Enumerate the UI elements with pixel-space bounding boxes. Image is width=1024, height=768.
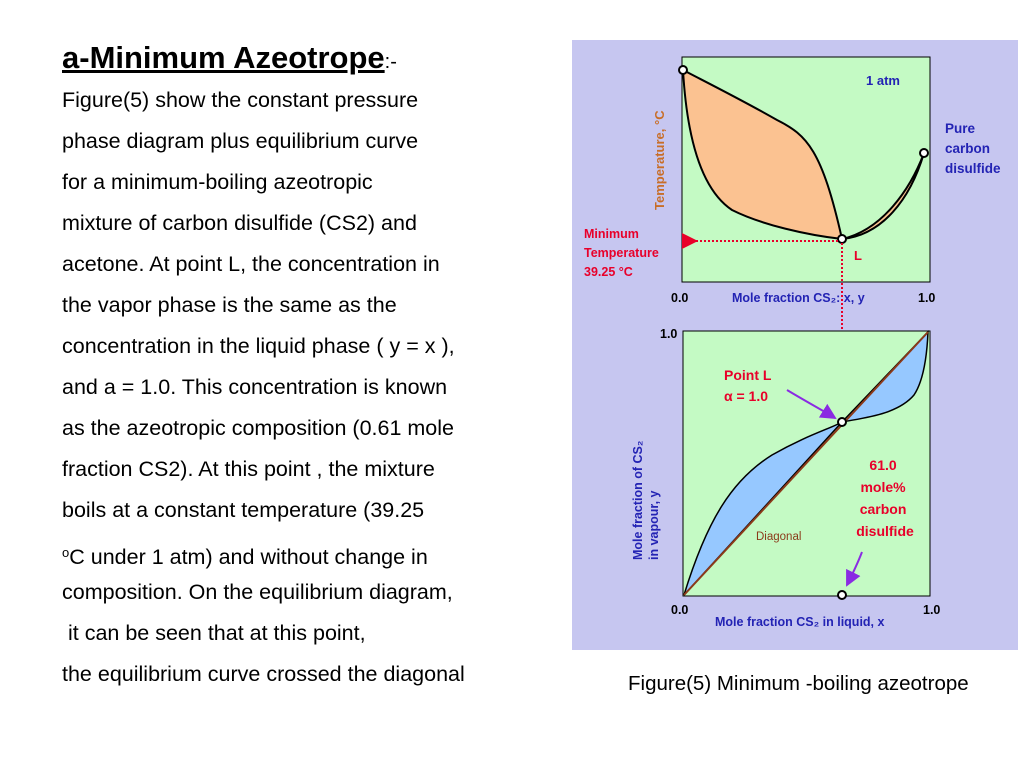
azeotrope-figure [572,40,1018,650]
bottom-x-axis-label: Mole fraction CS₂ in liquid, x [715,615,885,629]
bottom-x-tick-0: 0.0 [671,603,689,617]
paragraph-line: boils at a constant temperature (39.25 [62,498,425,522]
degree-superscript: o [62,545,70,560]
heading-suffix: :- [384,51,397,73]
heading-title: a-Minimum Azeotrope [62,40,385,75]
point-l-alpha-label: Point L α = 1.0 [724,367,772,404]
top-x-tick-1: 1.0 [918,291,936,305]
bottom-x-tick-1: 1.0 [923,603,941,617]
paragraph-line: acetone. At point L, the concentration in [62,252,440,276]
pressure-label: 1 atm [866,73,900,88]
paragraph-line: fraction CS2). At this point , the mixture [62,457,435,481]
paragraph-line: for a minimum-boiling azeotropic [62,170,373,194]
composition-label: 61.0 mole% carbon disulfide [856,457,914,539]
pure-cs2-point [920,149,928,157]
paragraph-line: as the azeotropic composition (0.61 mole [62,416,454,440]
min-temp-label: Minimum Temperature 39.25 °C [584,227,659,279]
bottom-y-tick-1: 1.0 [660,327,678,341]
paragraph-line: and a = 1.0. This concentration is known [62,375,448,399]
paragraph-line: the vapor phase is the same as the [62,293,397,317]
paragraph-line: composition. On the equilibrium diagram, [62,580,453,604]
pure-acetone-point [679,66,687,74]
top-x-tick-0: 0.0 [671,291,689,305]
paragraph-line: phase diagram plus equilibrium curve [62,129,419,153]
paragraph-line: mixture of carbon disulfide (CS2) and [62,211,417,235]
top-x-axis-label: Mole fraction CS₂: x, y [732,291,865,305]
slide-heading [62,36,562,80]
paragraph-line: concentration in the liquid phase ( y = x ), [62,334,455,358]
azeotrope-point-l [838,235,846,243]
equilibrium-point-l [838,418,846,426]
temperature-axis-label: Temperature, °C [652,110,667,210]
point-l-label: L [854,248,862,263]
bottom-y-axis-label: Mole fraction of CS₂ in vapour, y [631,440,661,560]
paragraph-line: Figure(5) show the constant pressure [62,88,419,112]
paragraph-line [62,531,562,572]
x-axis-point [838,591,846,599]
paragraph-line: the equilibrium curve crossed the diagonal [62,662,465,686]
diagonal-label: Diagonal [756,531,802,543]
paragraph-line: it can be seen that at this point, [62,621,366,645]
pure-cs2-label: Pure carbon disulfide [945,121,1001,176]
text-column [62,36,562,695]
paragraph-line-text: C under 1 atm) and without change in [69,545,428,570]
figure-caption: Figure(5) Minimum -boiling azeotrope [628,672,969,695]
